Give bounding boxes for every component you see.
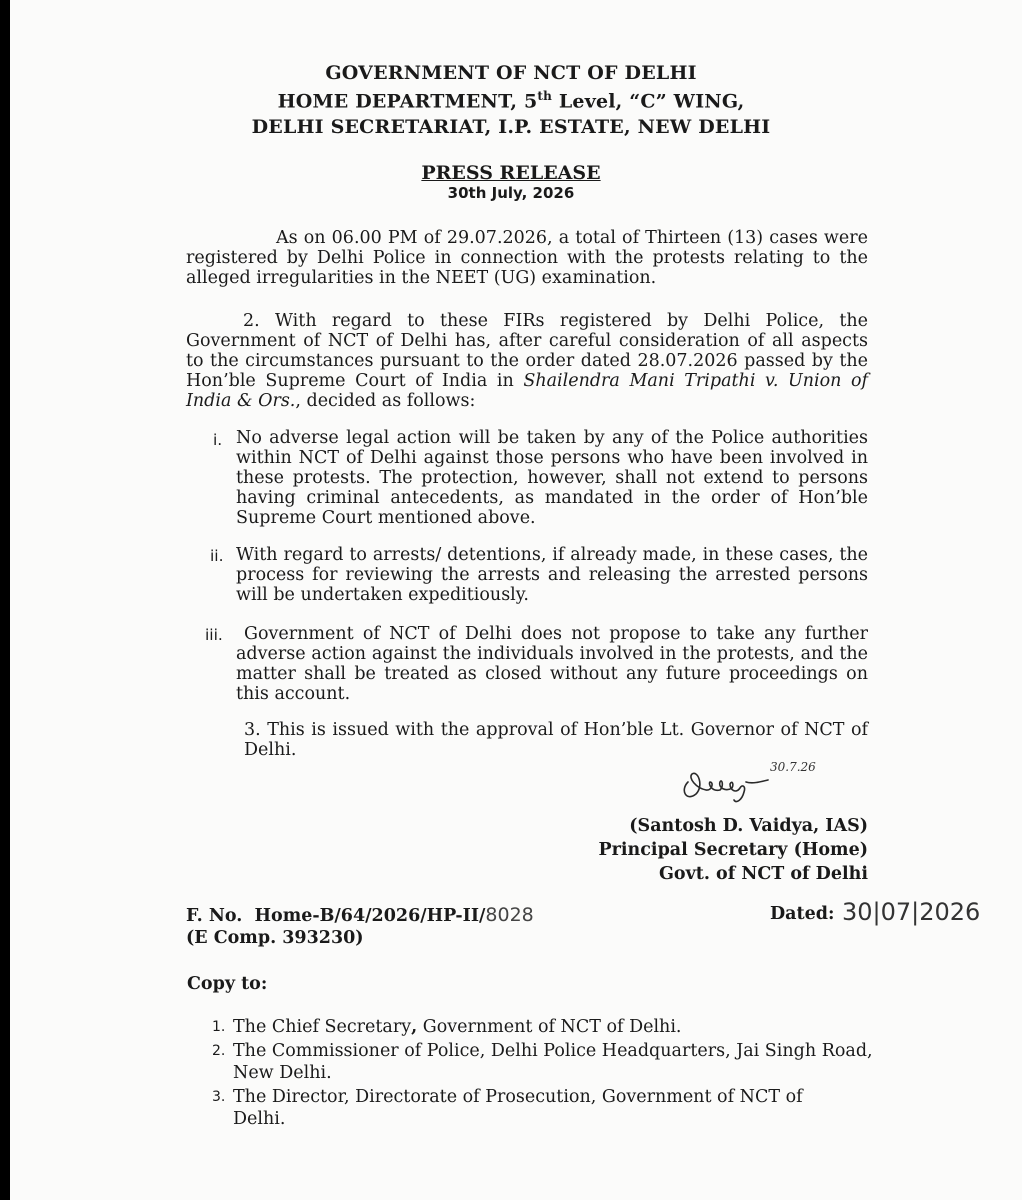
header-line-2: HOME DEPARTMENT, 5th Level, “C” WING, bbox=[277, 89, 745, 113]
header-line-1: GOVERNMENT OF NCT OF DELHI bbox=[325, 62, 697, 84]
point-text: With regard to arrests/ detentions, if already made, in these cases, the process for reviewing the arrests and releasing the arrested persons will be undertaken expeditiously. bbox=[236, 545, 868, 605]
signatory-name: (Santosh D. Vaidya, IAS) bbox=[629, 816, 868, 836]
copy-to-number: 2. bbox=[212, 1043, 226, 1059]
header-line-3: DELHI SECRETARIAT, I.P. ESTATE, NEW DELHI bbox=[251, 116, 771, 138]
file-number: F. No. Home-B/64/2026/HP-II/8028 bbox=[186, 904, 534, 926]
paragraph-3: 3. This is issued with the approval of Hon’ble Lt. Governor of NCT of Delhi. bbox=[244, 720, 868, 760]
copy-to-item: The Commissioner of Police, Delhi Police Headquarters, Jai Singh Road, New Delhi. bbox=[233, 1041, 873, 1083]
dated-label: Dated: bbox=[770, 904, 835, 924]
point-number: i. bbox=[213, 431, 223, 449]
point-number: iii. bbox=[205, 626, 223, 644]
point-text: No adverse legal action will be taken by any of the Police authorities within NCT of Delhi against those persons who have been involved in these protests. The protection, however, shall not extend to persons having criminal antecedents, as mandated in the order of Hon’ble Supreme Court mentioned above. bbox=[236, 428, 868, 528]
handwritten-file-number: 8028 bbox=[485, 904, 534, 926]
copy-to-number: 3. bbox=[212, 1089, 226, 1105]
point-text: Government of NCT of Delhi does not propose to take any further adverse action against the individuals involved in the protests, and the matter shall be treated as closed without any future proceedings on this account. bbox=[236, 624, 868, 704]
copy-to-item: The Director, Directorate of Prosecution, Government of NCT of Delhi. bbox=[233, 1087, 803, 1129]
signatory-block bbox=[560, 814, 868, 886]
handwritten-dated-value: 30|07|2026 bbox=[842, 898, 981, 926]
signatory-designation: Principal Secretary (Home) bbox=[598, 840, 868, 860]
paragraph-2: 2. With regard to these FIRs registered by Delhi Police, the Government of NCT of Delhi has, after careful consideration of all aspects to the circumstances pursuant to the order dated 28.07.2026 passed by the Hon’ble Supreme Court of India in Shailendra Mani Tripathi v. Union of India & Ors., decided as follows: bbox=[186, 311, 868, 411]
release-date: 30th July, 2026 bbox=[447, 184, 575, 202]
intro-paragraph: As on 06.00 PM of 29.07.2026, a total of Thirteen (13) cases were registered by Delhi Police in connection with the protests relating to the alleged irregularities in the NEET (UG) examination. bbox=[186, 228, 868, 288]
point-number: ii. bbox=[210, 547, 224, 565]
copy-to-item: The Chief Secretary, Government of NCT of Delhi. bbox=[233, 1017, 682, 1037]
press-release-title: PRESS RELEASE bbox=[421, 162, 601, 184]
copy-to-number: 1. bbox=[212, 1019, 226, 1035]
signature-date: 30.7.26 bbox=[770, 760, 816, 774]
copy-to-heading: Copy to: bbox=[187, 974, 268, 994]
e-comp-number: (E Comp. 393230) bbox=[186, 928, 364, 948]
signatory-office: Govt. of NCT of Delhi bbox=[658, 864, 868, 884]
